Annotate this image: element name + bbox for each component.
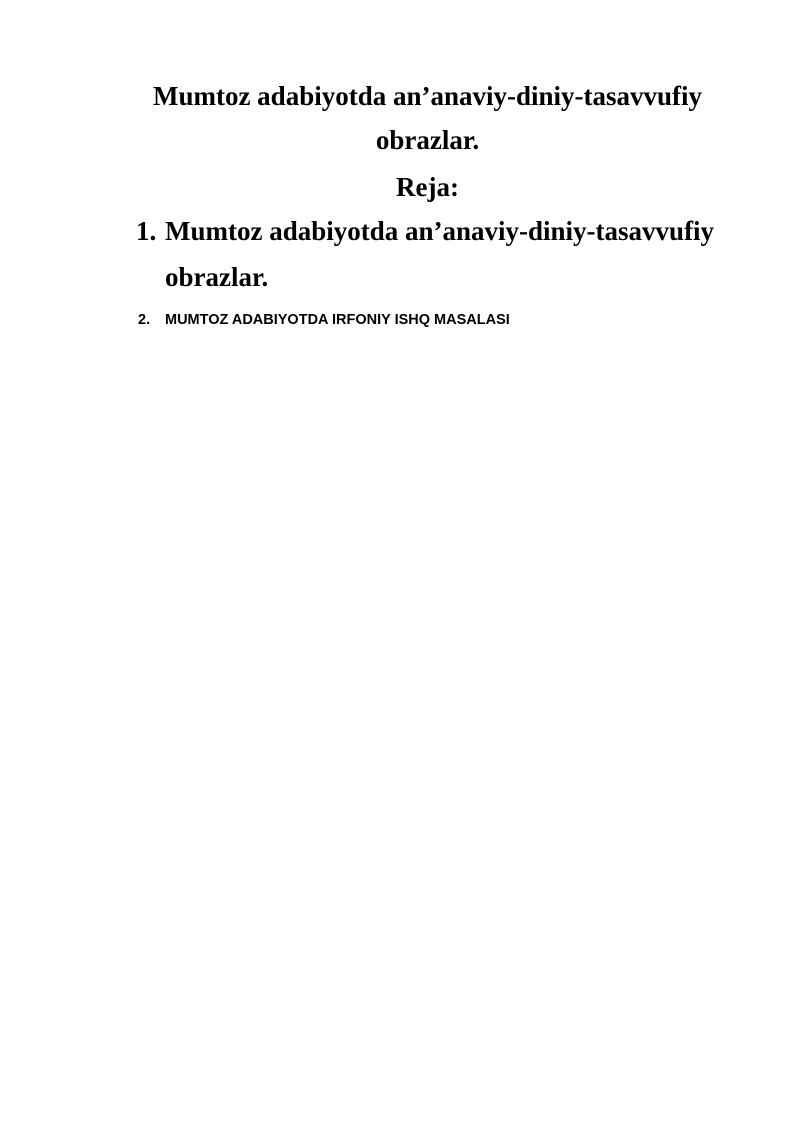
plan-item-text-line-2: obrazlar. <box>165 262 269 292</box>
plan-item-text-line-1: Mumtoz adabiyotda an’anaviy-diniy-tasavvufiy <box>165 216 715 246</box>
document-title-line-1: Mumtoz adabiyotda an’anaviy-diniy-tasavvufiy <box>152 81 703 111</box>
plan-item-text: MUMTOZ ADABIYOTDA IRFONIY ISHQ MASALASI <box>165 312 510 328</box>
plan-item-number: 2. <box>138 312 151 328</box>
plan-item-text <box>165 208 735 300</box>
plan-item-number: 1. <box>136 216 157 246</box>
document-title-line-2: obrazlar. <box>375 125 480 155</box>
plan-heading: Reja: <box>396 172 459 202</box>
